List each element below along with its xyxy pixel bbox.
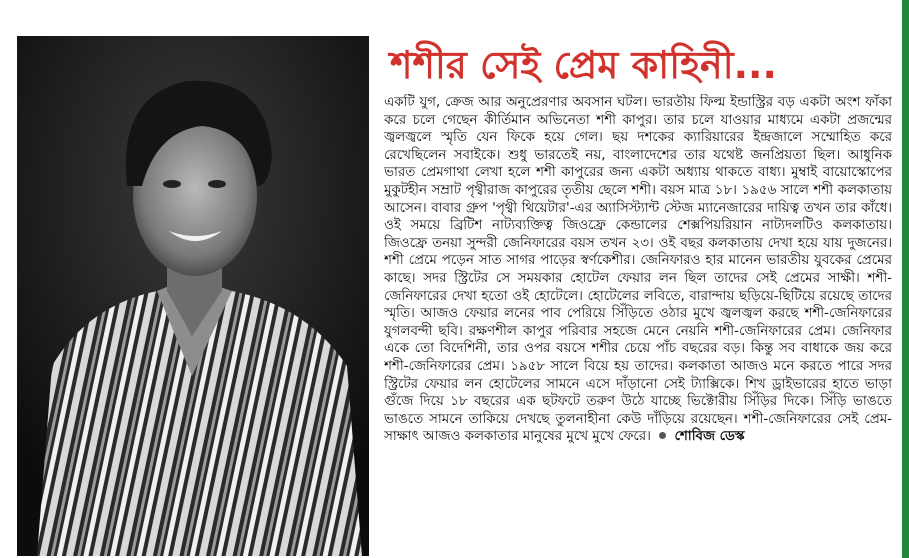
portrait-illustration xyxy=(17,36,369,556)
article-body xyxy=(384,94,892,534)
accent-strip xyxy=(902,0,909,558)
portrait-photo xyxy=(17,36,369,556)
byline: শোবিজ ডেস্ক xyxy=(674,429,745,445)
article-text: একটি যুগ, ক্রেজ আর অনুপ্রেরণার অবসান ঘটল। ভারতীয় ফিল্ম ইন্ডাস্ট্রির বড় একটা অংশ ফাঁকা করে চলে গেছেন কীর্তিমান অভিনেতা শশী কাপুর। তার চলে যাওয়ার মাধ্যমে একটা প্রজন্মের জ্বলজ্বলে স্মৃতি যেন ফিকে হয়ে গেল। ছয় দশকের ক্যারিয়ারের ইন্দ্রজালে সম্মোহিত করে রেখেছিলেন সবাইকে। শুধু ভারতেই নয়, বাংলাদেশের তার যথেষ্ট জনপ্রিয়তা ছিল। আধুনিক ভারত প্রেমগাথা লেখা হলে শশী কাপুরের জন্য একটা অধ্যায় থাকতে বাধ্য। মুম্বাই বায়োস্কোপের মুকুটহীন সম্রাট পৃথ্বীরাজ কাপুরের তৃতীয় ছেলে শশী। বয়স মাত্র ১৮। ১৯৫৬ সালে শশী কলকাতায় আসেন। বাবার গ্রুপ 'পৃথ্বী থিয়েটার'-এর অ্যাসিস্ট্যান্ট স্টেজ ম্যানেজারের দায়িত্ব তখন তার কাঁধে। ওই সময়ে ব্রিটিশ নাট্যব্যক্তিত্ব জিওফ্রে কেন্ডালের শেক্সপিয়রিয়ান নাট্যদলটিও কলকাতায়। জিওফ্রে তনয়া সুন্দরী জেনিফারের বয়স তখন ২৩। ওই বছর কলকাতায় দেখা হয়ে যায় দুজনের। শশী প্রেমে পড়েন সাত সাগর পাড়ের স্বর্ণকেশীর। জেনিফারও হার মানেন ভারতীয় যুবকের প্রেমের কাছে। সদর স্ট্রিটের সে সময়কার হোটেল ফেয়ার লন ছিল তাদের সেই প্রেমের সাক্ষী। শশী-জেনিফারের দেখা হতো ওই হোটেলে। হোটেলের লবিতে, বারান্দায় ছড়িয়ে-ছিটিয়ে রয়েছে তাদের স্মৃতি। আজও ফেয়ার লনের পাব পেরিয়ে সিঁড়িতে ওঠার মুখে জ্বলজ্বল করছে শশী-জেনিফারের যুগলবন্দী ছবি। রক্ষণশীল কাপুর পরিবার সহজে মেনে নেয়নি শশী-জেনিফারের প্রেম। জেনিফার একে তো বিদেশিনী, তার ওপর বয়সে শশীর চেয়ে পাঁচ বছরের বড়। কিন্তু সব বাধাকে জয় করে শশী-জেনিফারের প্রেম। ১৯৫৮ সালে বিয়ে হয় তাদের। কলকাতা আজও মনে করতে পারে সদর স্ট্রিটের ফেয়ার লন হোটেলের সামনে এসে দাঁড়ানো সেই ট্যাক্সিকে। শিখ ড্রাইভারের হাতে ভাড়া গুঁজে দিয়ে ১৮ বছরের এক ছটফটে তরুণ উঠে যাচ্ছে ভিক্টোরীয় সিঁড়ির দিকে। সিঁড়ি ভাঙতে ভাঙতে সামনে তাকিয়ে দেখছে তুলনাহীনা কেউ দাঁড়িয়ে রয়েছেন। শশী-জেনিফারের সেই প্রেম-সাক্ষাৎ আজও কলকাতার মানুষের মুখে মুখে ফেরে। xyxy=(384,95,892,445)
byline-bullet-icon xyxy=(659,432,666,439)
headline: শশীর সেই প্রেম কাহিনী... xyxy=(390,43,777,87)
